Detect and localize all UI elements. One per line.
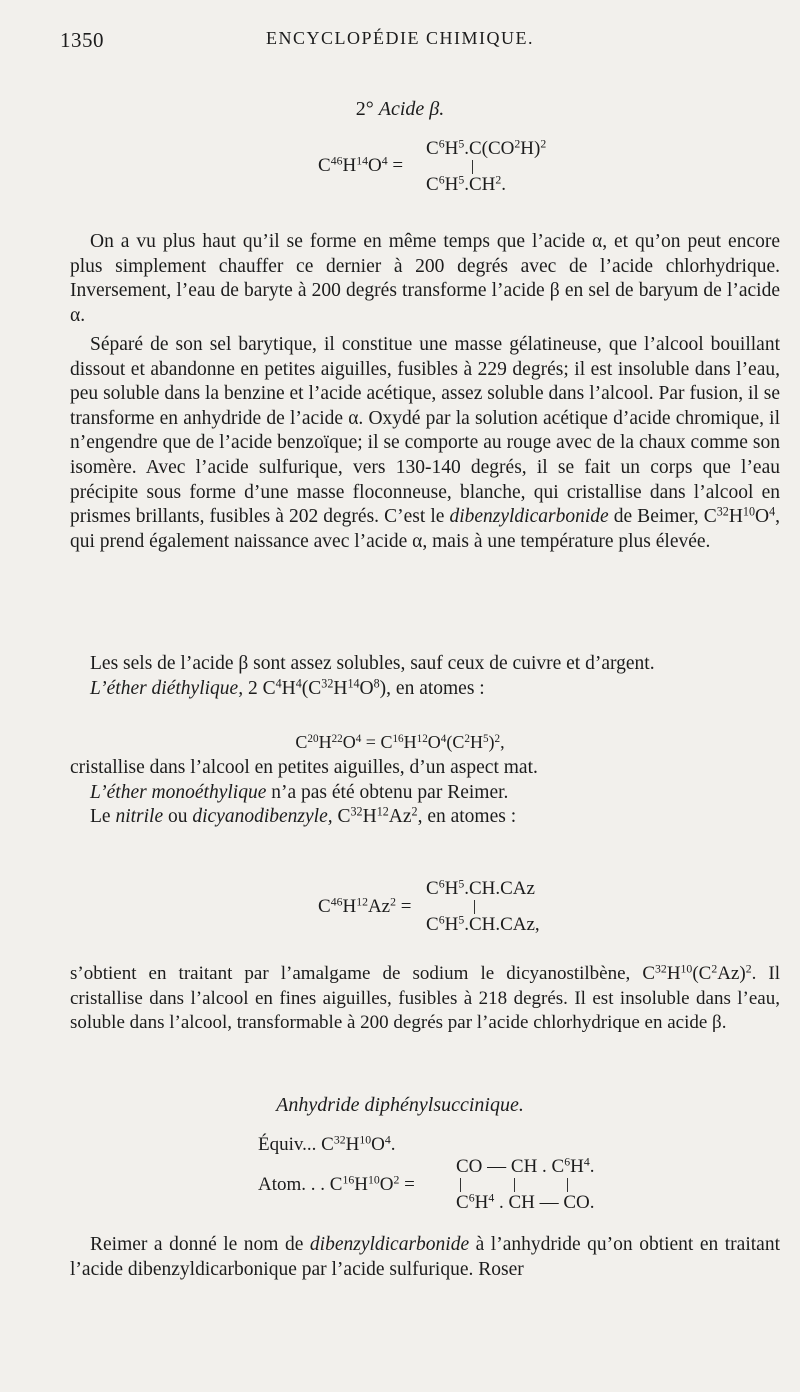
paragraph-final: Reimer a donné le nom de dibenzyldicarbonide à l’anhydride qu’on obtient en traitant l’acide dibenzyldicarbonique par l’acide sulfurique. Roser bbox=[70, 1234, 780, 1280]
paragraph-5: cristallise dans l’alcool en petites aiguilles, d’un aspect mat. L’éther monoéthylique n’a pas été obtenu par Reimer. Le nitrile ou dicyanodibenzyle, $C^{32}H^{12}Az^2$, en atomes : bbox=[70, 757, 538, 828]
formula-bottom-line: $C^6H^5.CH^2$. bbox=[426, 173, 506, 195]
section-title-acide-beta: 2° Acide β. bbox=[355, 98, 445, 120]
page-header bbox=[0, 28, 800, 58]
page-number: 1350 bbox=[60, 28, 104, 52]
bond-right bbox=[567, 1178, 568, 1192]
formula3-lhs: $C^{46}H^{12}Az^2$ = bbox=[318, 895, 412, 917]
paragraph-3: Les sels de l’acide β sont assez solubles, sauf ceux de cuivre et d’argent. L’éther diéthylique, 2 $C^4H^4(C^{32}H^{14}O^8)$, en atomes : bbox=[90, 653, 655, 699]
bond-middle bbox=[514, 1178, 515, 1192]
running-title: ENCYCLOPÉDIE CHIMIQUE. bbox=[266, 28, 534, 48]
formula3-bond bbox=[474, 900, 475, 914]
formula3-bottom-line: $C^6H^5.CH.CAz$, bbox=[426, 913, 540, 935]
formula3-top-line: $C^6H^5.CH.CAz$ bbox=[426, 877, 535, 899]
atom-line: Atom. . . $C^{16}H^{10}O^2$ = bbox=[258, 1173, 415, 1195]
section-title-anhydride: Anhydride diphénylsuccinique. bbox=[276, 1094, 524, 1116]
formula-ether-diethylique: $C^{20}H^{22}O^4 = C^{16}H^{12}O^4(C^2H^5)^2$, bbox=[295, 732, 505, 752]
formula-top-line: $C^6H^5.C(CO^2H)^2$ bbox=[426, 137, 547, 159]
formula-lhs: $C^{46}H^{14}O^4$ = bbox=[318, 154, 404, 176]
anhydride-bottom-line: $C^6H^4$ . CH — CO. bbox=[456, 1191, 595, 1213]
paragraph-1: On a vu plus haut qu’il se forme en même temps que l’acide α, et qu’on peut encore plus simplement chauffer ce dernier à 200 degrés avec de l’acide chlorhydrique. Inversement, l’eau de baryte à 200 degrés transforme l’acide β en sel de baryum de l’acide α. bbox=[70, 231, 780, 326]
formula-bond bbox=[472, 160, 473, 174]
paragraph-8: s’obtient en traitant par l’amalgame de sodium le dicyanostilbène, $C^{32}H^{10}(C^2Az)^2$. Il cristallise dans l’alcool en fines aiguilles, fusibles à 218 degrés. Il est insoluble dans l’eau, soluble dans l’alcool, transformable à 200 degrés par l’acide chlorhydrique en acide β. bbox=[70, 962, 781, 1034]
paragraph-2: Séparé de son sel barytique, il constitue une masse gélatineuse, que l’alcool bouillant dissout et abandonne en petites aiguilles, fusibles à 229 degrés; il est insoluble dans l’eau, peu soluble dans la benzine et l’acide acétique, assez soluble dans l’alcool. Par fusion, il se transforme en anhydride de l’acide α. Oxydé par la solution acétique d’acide chromique, il n’engendre que de l’acide benzoïque; il se comporte au rouge avec de la chaux comme son isomère. Avec l’acide sulfurique, vers 130-140 degrés, il se fait un corps que l’eau précipite sous forme d’une masse floconneuse, blanche, qui cristallise dans l’alcool en prismes brillants, fusibles à 202 degrés. C’est le dibenzyldicarbonide de Beimer, $C^{32}H^{10}O^4$, qui prend également naissance avec l’acide α, mais à une température plus élevée. bbox=[70, 334, 781, 552]
bond-left bbox=[460, 1178, 461, 1192]
equiv-line: Équiv... $C^{32}H^{10}O^4$. bbox=[258, 1133, 396, 1155]
anhydride-top-line: CO — CH . $C^6H^4$. bbox=[456, 1155, 595, 1177]
